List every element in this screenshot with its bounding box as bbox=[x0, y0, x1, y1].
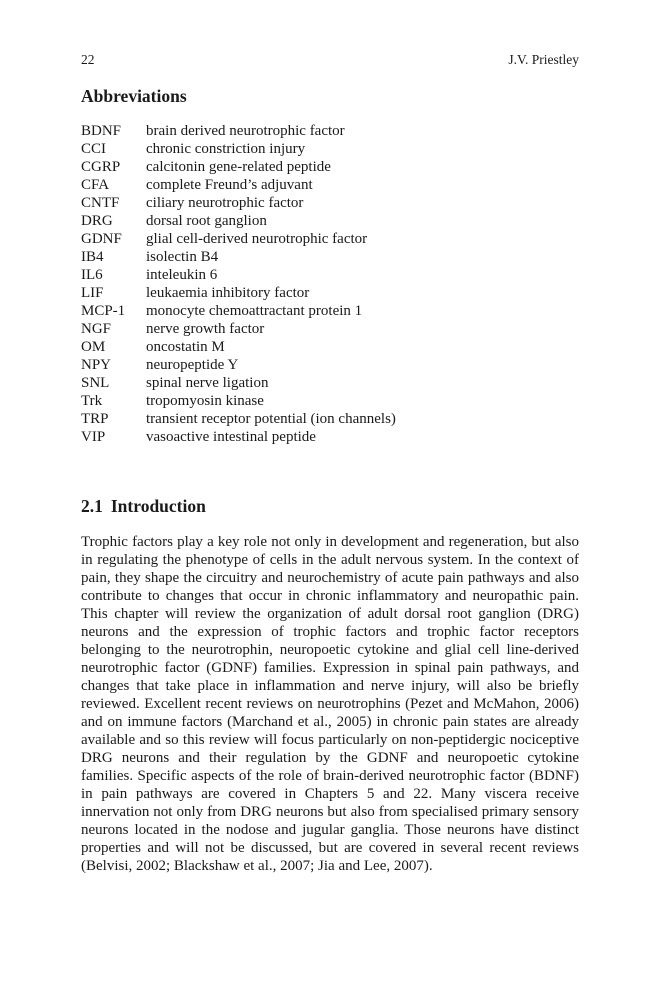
abbreviation-row bbox=[81, 320, 579, 338]
abbreviation-row bbox=[81, 302, 579, 320]
abbreviation-definition: tropomyosin kinase bbox=[146, 393, 264, 409]
section-number: 2.1 bbox=[81, 496, 103, 516]
abbreviations-list bbox=[81, 122, 579, 446]
abbreviation-term: BDNF bbox=[81, 123, 122, 139]
abbreviation-definition: nerve growth factor bbox=[146, 321, 265, 337]
abbreviation-definition: brain derived neurotrophic factor bbox=[146, 123, 345, 139]
abbreviation-definition: inteleukin 6 bbox=[146, 267, 218, 283]
abbreviation-row bbox=[81, 374, 579, 392]
introduction-paragraph: Trophic factors play a key role not only in development and regeneration, but also in regulating the phenotype of cells in the adult nervous system. In the context of pain, they shape the circuitry and neurochemistry of acute pain pathways and also contribute to changes that occur in chronic inflammatory and neuropathic pain. This chapter will review the organization of adult dorsal root ganglion (DRG) neurons and the expression of trophic factors and trophic factor receptors belonging to the neurotrophin, neuropoetic cytokine and glial cell line-derived neurotrophic factor (GDNF) families. Expression in spinal pain pathways, and changes that take place in inflammation and nerve injury, will also be briefly reviewed. Excellent recent reviews on neurotrophins (Pezet and McMahon, 2006) and on immune factors (Marchand et al., 2005) in chronic pain states are already available and so this review will focus particularly on non-peptidergic nociceptive DRG neurons and their regulation by the GDNF and neuropoetic cytokine families. Specific aspects of the role of brain-derived neurotrophic factor (BDNF) in pain pathways are covered in Chapters 5 and 22. Many viscera receive innervation not only from DRG neurons but also from specialised primary sensory neurons located in the nodose and jugular ganglia. Those neurons have distinct properties and will not be discussed, but are covered in several recent reviews (Belvisi, 2002; Blackshaw et al., 2007; Jia and Lee, 2007). bbox=[81, 534, 579, 874]
abbreviation-row bbox=[81, 230, 579, 248]
abbreviation-term: VIP bbox=[81, 429, 106, 445]
abbreviation-definition: transient receptor potential (ion channels) bbox=[146, 411, 396, 427]
abbreviation-definition: oncostatin M bbox=[146, 339, 225, 355]
abbreviation-term: MCP-1 bbox=[81, 303, 126, 319]
abbreviation-row bbox=[81, 248, 579, 266]
abbreviation-term: IL6 bbox=[81, 267, 103, 283]
abbreviation-definition: monocyte chemoattractant protein 1 bbox=[146, 303, 363, 319]
abbreviation-row bbox=[81, 266, 579, 284]
abbreviation-row bbox=[81, 410, 579, 428]
section-heading bbox=[81, 494, 206, 518]
abbreviation-definition: spinal nerve ligation bbox=[146, 375, 269, 391]
abbreviation-term: NGF bbox=[81, 321, 112, 337]
section-title: Introduction bbox=[110, 496, 206, 516]
abbreviation-term: Trk bbox=[81, 393, 103, 409]
abbreviation-row bbox=[81, 176, 579, 194]
abbreviation-row bbox=[81, 284, 579, 302]
abbreviation-row bbox=[81, 356, 579, 374]
running-head bbox=[81, 51, 579, 69]
abbreviation-definition: vasoactive intestinal peptide bbox=[146, 429, 316, 445]
abbreviation-row bbox=[81, 392, 579, 410]
abbreviation-term: NPY bbox=[81, 357, 112, 373]
abbreviation-definition: leukaemia inhibitory factor bbox=[146, 285, 310, 301]
abbreviation-definition: ciliary neurotrophic factor bbox=[146, 195, 304, 211]
abbreviation-term: OM bbox=[81, 339, 106, 355]
abbreviation-row bbox=[81, 428, 579, 446]
page-number: 22 bbox=[81, 52, 95, 67]
abbreviation-term: TRP bbox=[81, 411, 109, 427]
abbreviation-definition: dorsal root ganglion bbox=[146, 213, 267, 229]
abbreviation-term: CCI bbox=[81, 141, 107, 157]
abbreviation-definition: glial cell-derived neurotrophic factor bbox=[146, 231, 368, 247]
abbreviation-term: SNL bbox=[81, 375, 110, 391]
abbreviation-definition: isolectin B4 bbox=[146, 249, 219, 265]
abbreviation-term: IB4 bbox=[81, 249, 104, 265]
abbreviation-row bbox=[81, 212, 579, 230]
abbreviation-term: LIF bbox=[81, 285, 104, 301]
abbreviation-row bbox=[81, 338, 579, 356]
abbreviation-row bbox=[81, 122, 579, 140]
abbreviation-term: DRG bbox=[81, 213, 113, 229]
abbreviation-term: GDNF bbox=[81, 231, 122, 247]
abbreviation-definition: calcitonin gene-related peptide bbox=[146, 159, 331, 175]
abbreviation-row bbox=[81, 158, 579, 176]
abbreviation-definition: complete Freund’s adjuvant bbox=[146, 177, 313, 193]
abbreviation-term: CNTF bbox=[81, 195, 120, 211]
abbreviation-row bbox=[81, 194, 579, 212]
abbreviation-definition: neuropeptide Y bbox=[146, 357, 239, 373]
abbreviations-heading: Abbreviations bbox=[81, 86, 187, 106]
abbreviation-term: CGRP bbox=[81, 159, 121, 175]
abbreviation-row bbox=[81, 140, 579, 158]
abbreviation-term: CFA bbox=[81, 177, 110, 193]
abbreviation-definition: chronic constriction injury bbox=[146, 141, 306, 157]
running-head-author: J.V. Priestley bbox=[508, 52, 579, 67]
